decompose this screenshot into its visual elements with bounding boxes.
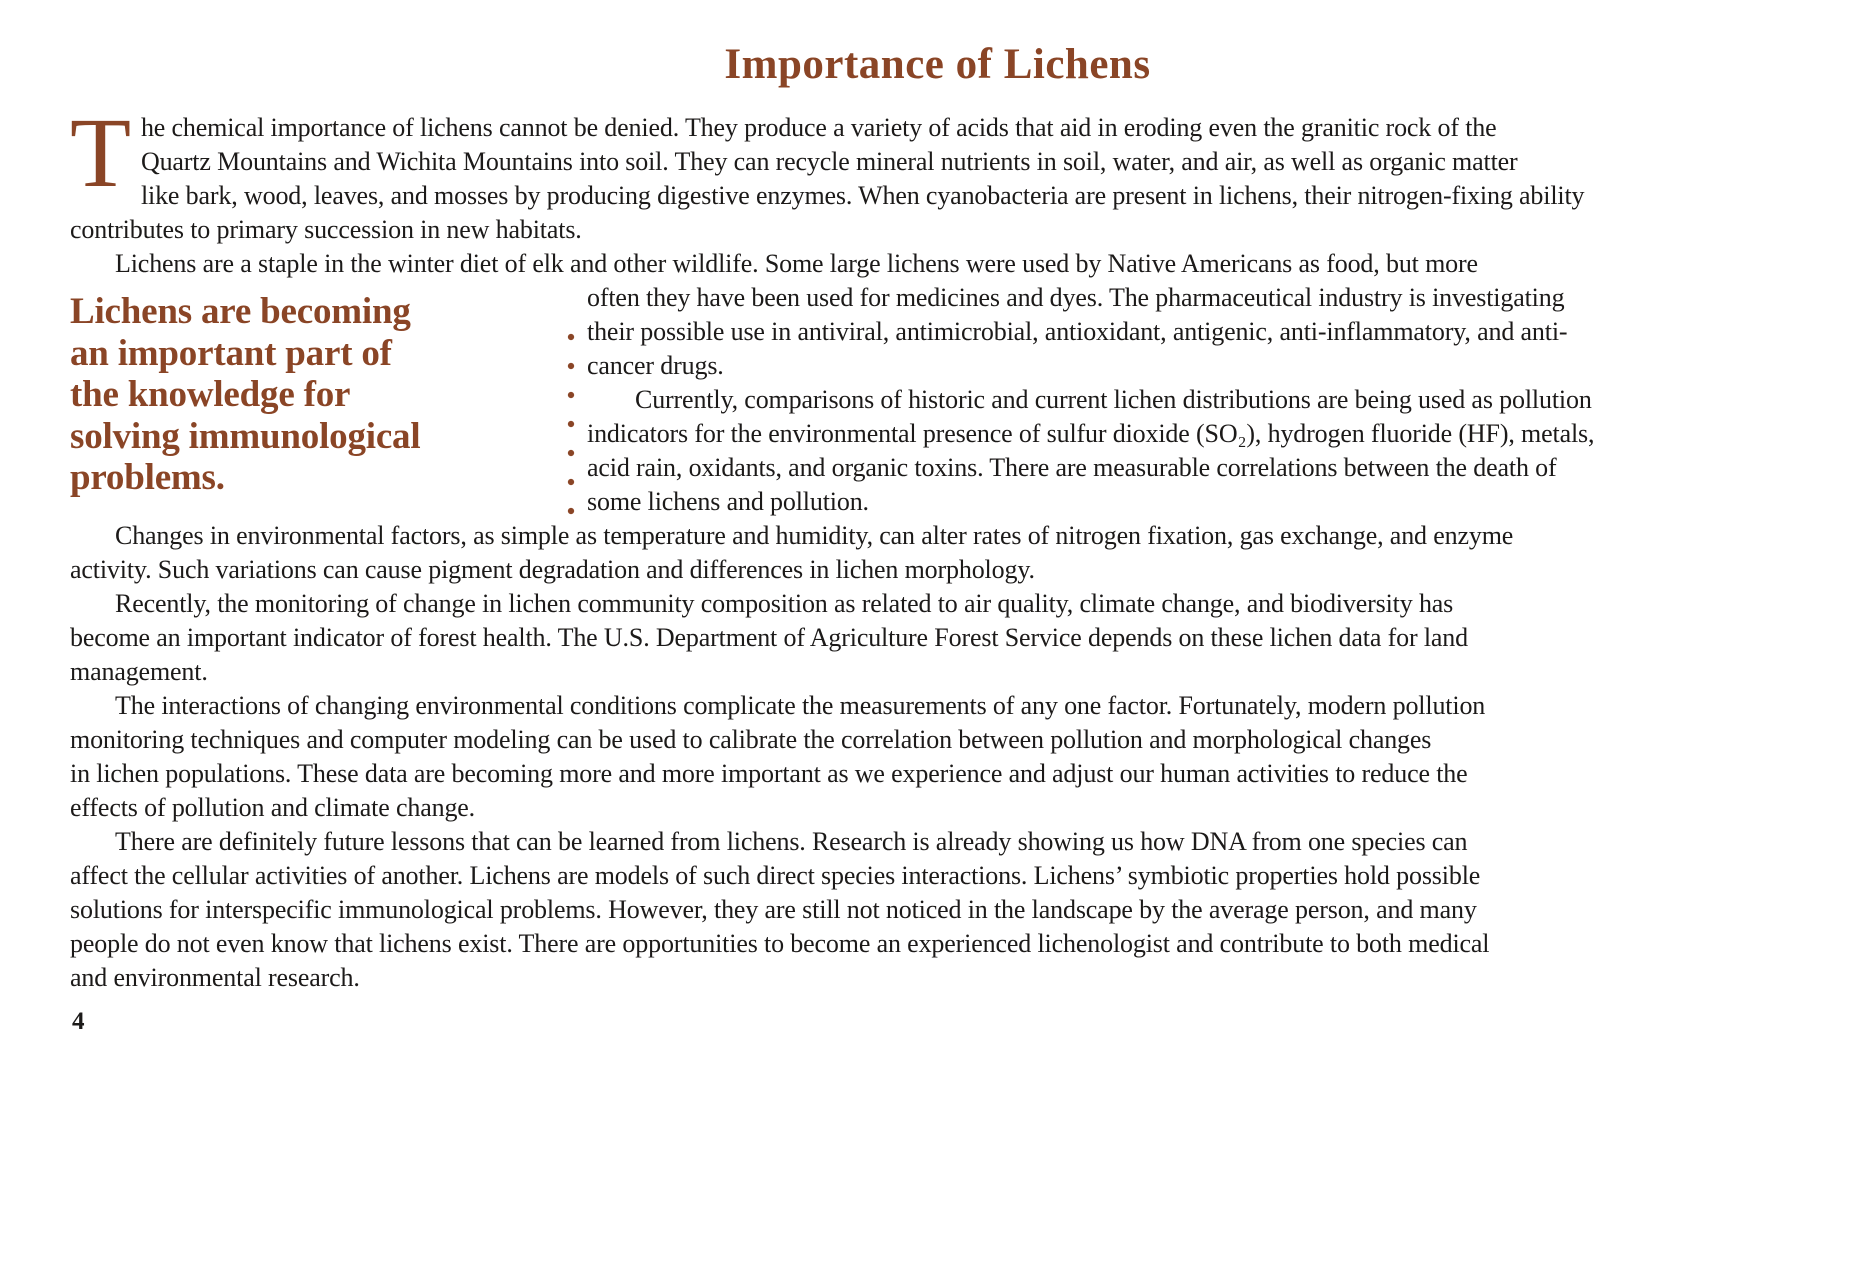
text-line: Currently, comparisons of historic and current lichen distributions are being used as pollution bbox=[635, 385, 1592, 414]
text-line: often they have been used for medicines and dyes. The pharmaceutical industry is investigating bbox=[587, 283, 1565, 312]
paragraph-2-first-line bbox=[70, 247, 1805, 281]
text-line: cancer drugs. bbox=[587, 351, 724, 380]
text-line: effects of pollution and climate change. bbox=[70, 793, 476, 822]
pull-quote-text bbox=[70, 281, 587, 499]
text-line: contributes to primary succession in new habitats. bbox=[70, 215, 582, 244]
text-line: management. bbox=[70, 657, 208, 686]
text-line: some lichens and pollution. bbox=[587, 487, 869, 516]
drop-cap: T bbox=[70, 97, 131, 208]
dotted-separator bbox=[567, 333, 575, 519]
pull-quote-section bbox=[70, 281, 1805, 519]
text-line: affect the cellular activities of another. Lichens are models of such direct species interactions. Lichens’ symbiotic properties hold possible bbox=[70, 861, 1481, 890]
text-line: he chemical importance of lichens cannot be denied. They produce a variety of acids that aid in eroding even the granitic rock of the bbox=[140, 113, 1497, 142]
text-line: Changes in environmental factors, as simple as temperature and humidity, can alter rates of nitrogen fixation, gas exchange, and enzyme bbox=[115, 521, 1514, 550]
text-line: acid rain, oxidants, and organic toxins. There are measurable correlations between the death of bbox=[587, 453, 1557, 482]
paragraph-1 bbox=[70, 97, 1805, 247]
text-line: problems. bbox=[70, 457, 225, 498]
page-content bbox=[70, 40, 1805, 995]
paragraph-6 bbox=[70, 689, 1805, 825]
text-line: Lichens are becoming bbox=[70, 291, 411, 332]
paragraph-5 bbox=[70, 587, 1805, 689]
text-line: in lichen populations. These data are becoming more and more important as we experience and adjust our human activities to reduce the bbox=[70, 759, 1468, 788]
text-line: The interactions of changing environmental conditions complicate the measurements of any one factor. Fortunately, modern pollution bbox=[115, 691, 1486, 720]
text-line: like bark, wood, leaves, and mosses by producing digestive enzymes. When cyanobacteria are present in lichens, their nitrogen-fixing ability bbox=[140, 181, 1585, 210]
paragraph-7 bbox=[70, 825, 1805, 995]
text-line: and environmental research. bbox=[70, 963, 360, 992]
text-line: There are definitely future lessons that can be learned from lichens. Research is already showing us how DNA from one species can bbox=[115, 827, 1468, 856]
text-line: Lichens are a staple in the winter diet of elk and other wildlife. Some large lichens were used by Native Americans as food, but more bbox=[115, 249, 1478, 278]
text-line: indicators for the environmental presence of sulfur dioxide (SO₂), hydrogen fluoride (HF), metals, bbox=[587, 419, 1595, 448]
text-line: activity. Such variations can cause pigment degradation and differences in lichen morphology. bbox=[70, 555, 1035, 584]
page-title: Importance of Lichens bbox=[724, 41, 1151, 88]
text-line: Quartz Mountains and Wichita Mountains into soil. They can recycle mineral nutrients in soil, water, and air, as well as organic matter bbox=[140, 147, 1518, 176]
text-line: become an important indicator of forest health. The U.S. Department of Agriculture Forest Service depends on these lichen data for land bbox=[70, 623, 1468, 652]
text-line: their possible use in antiviral, antimicrobial, antioxidant, antigenic, anti-inflammatory, and anti- bbox=[587, 317, 1568, 346]
text-line: the knowledge for bbox=[70, 374, 351, 415]
page-number: 4 bbox=[72, 1008, 85, 1035]
text-line: monitoring techniques and computer modeling can be used to calibrate the correlation between pollution and morphological changes bbox=[70, 725, 1432, 754]
text-line: solving immunological bbox=[70, 415, 421, 457]
paragraph-1-lines bbox=[70, 97, 1805, 247]
text-line: Recently, the monitoring of change in lichen community composition as related to air quality, climate change, and biodiversity has bbox=[115, 589, 1454, 618]
pull-quote-block bbox=[70, 281, 587, 519]
text-line: people do not even know that lichens exist. There are opportunities to become an experienced lichenologist and contribute to both medical bbox=[70, 929, 1490, 958]
text-line: an important part of bbox=[70, 332, 392, 374]
text-line: solutions for interspecific immunological problems. However, they are still not noticed in the landscape by the average person, and many bbox=[70, 895, 1477, 924]
paragraph-4 bbox=[70, 519, 1805, 587]
